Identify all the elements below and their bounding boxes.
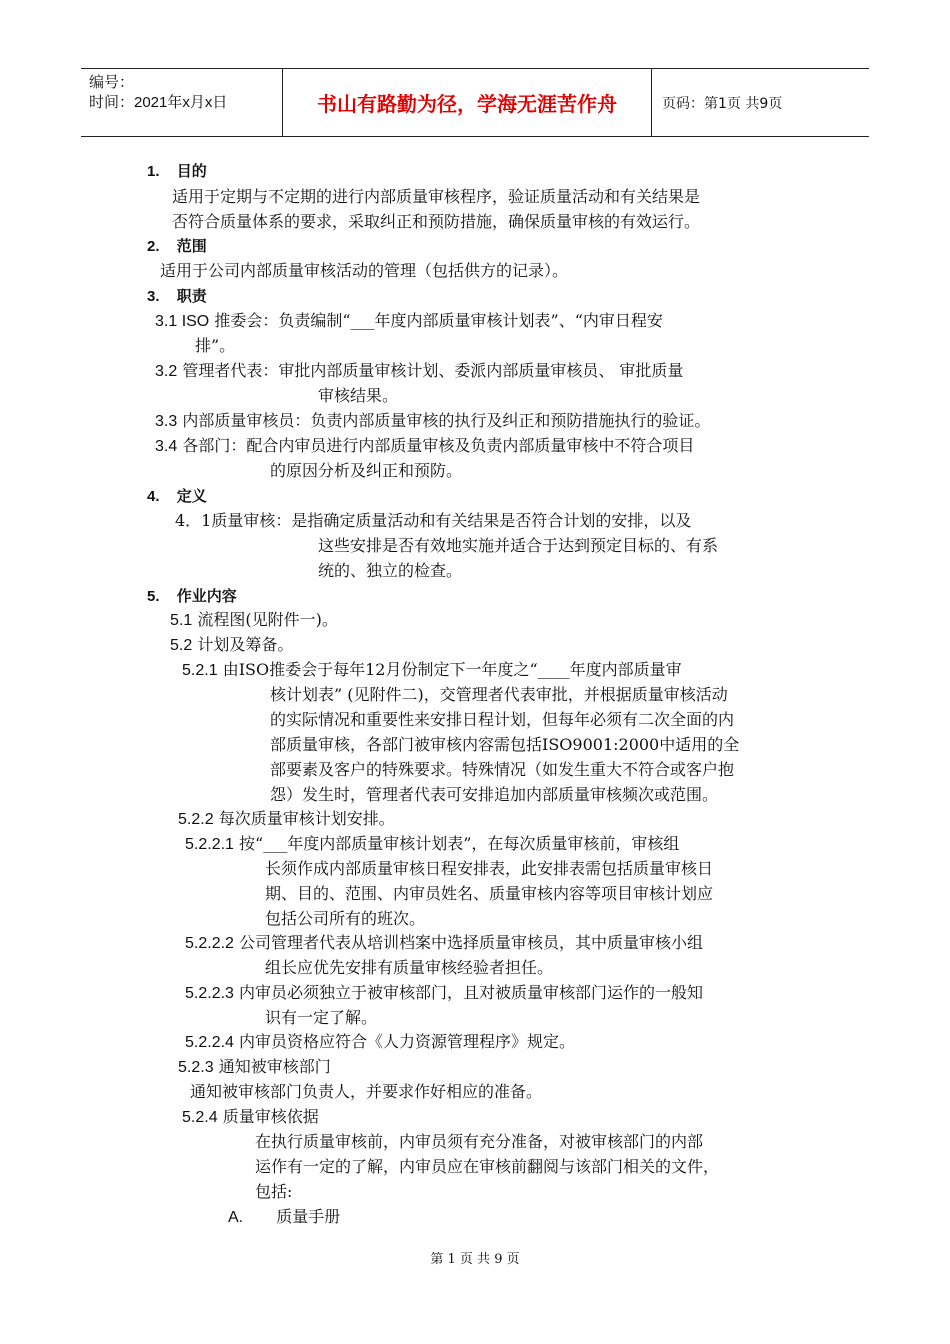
paragraph-line: 的原因分析及纠正和预防。 [270,461,463,480]
section-title: 定义 [176,487,207,505]
paragraph-line: 组长应优先安排有质量审核经验者担任。 [265,958,554,977]
item-5-1 [170,609,338,632]
item-text: 内审员资格应符合《人力资源管理程序》规定。 [239,1032,576,1051]
item-text: 各部门：配合内审员进行内部质量审核及负责内部质量审核中不符合项目 [182,436,695,455]
paragraph-line: 识有一定了解。 [265,1008,378,1027]
item-text: 推委会：负责编制“___年度内部质量审核计划表”、“内审日程安 [214,311,663,330]
document-header [81,68,869,137]
section-3-heading [147,285,207,308]
item-5-2-2-1 [185,833,679,856]
item-number: 5.2.1 [182,662,218,679]
item-5-2 [170,634,293,657]
section-5-heading [147,585,237,608]
number-label: 编号： [89,74,135,91]
item-number: 5.1 [170,612,193,629]
item-5-2-2-3 [185,982,703,1005]
paragraph-line: 审核结果。 [318,386,399,405]
header-motto: 书山有路勤为径，学海无涯苦作舟 [283,69,652,136]
item-text: 通知被审核部门 [218,1057,331,1076]
section-number: 4. [147,488,160,505]
section-4-heading [147,485,207,508]
paragraph-line: 的实际情况和重要性来安排日程计划，但每年必须有二次全面的内 [270,710,735,729]
item-number: 5.2.2 [178,811,214,828]
paragraph-line: 通知被审核部门负责人，并要求作好相应的准备。 [190,1082,543,1101]
item-text: 公司管理者代表从培训档案中选择质量审核员，其中质量审核小组 [239,933,704,952]
item-number: 5.2.4 [182,1109,218,1126]
time-label: 时间：2021年x月x日 [89,94,228,111]
item-number: 5.2.2.2 [185,935,234,952]
item-text: 内审员必须独立于被审核部门，且对被质量审核部门运作的一般知 [239,983,704,1002]
section-title: 范围 [176,237,207,255]
header-meta [81,69,283,136]
item-text: 计划及筹备。 [197,635,294,654]
paragraph-line: 排”。 [195,336,236,355]
item-5-2-2 [178,808,395,831]
section-title: 目的 [176,162,207,180]
section-title: 职责 [176,287,207,305]
section-number: 5. [147,588,160,605]
item-number: 3.2 [155,363,178,380]
item-5-2-2-4 [185,1031,575,1054]
paragraph-line: 适用于公司内部质量审核活动的管理（包括供方的记录）。 [160,261,569,280]
section-number: 2. [147,238,160,255]
paragraph-line: 包括: [255,1182,293,1201]
paragraph-line: 运作有一定的了解，内审员应在审核前翻阅与该部门相关的文件， [255,1157,720,1176]
item-number: 3.1 ISO [155,313,210,330]
header-page-info: 页码：第1页 共9页 [662,95,783,112]
item-5-2-1 [182,659,682,682]
item-number: A. [228,1209,244,1226]
paragraph-line: 在执行质量审核前，内审员须有充分准备，对被审核部门的内部 [255,1132,704,1151]
paragraph-line: 部质量审核，各部门被审核内容需包括ISO9001:2000中适用的全 [270,735,740,754]
section-number: 3. [147,288,160,305]
paragraph-line: 这些安排是否有效地实施并适合于达到预定目标的、有系 [318,536,719,555]
section-title: 作业内容 [176,587,237,605]
paragraph-line: 统的、独立的检查。 [318,561,463,580]
item-text: 流程图(见附件一)。 [197,610,338,629]
duty-3-4 [155,435,694,458]
duty-3-1 [155,310,663,333]
item-number: 3.4 [155,438,178,455]
item-number: 5.2.2.1 [185,836,234,853]
item-text: 质量手册 [276,1207,341,1226]
item-number: 5.2.2.4 [185,1034,234,1051]
item-number: 5.2.2.3 [185,985,234,1002]
item-text: 内部质量审核员：负责内部质量审核的执行及纠正和预防措施执行的验证。 [182,411,711,430]
paragraph-line: 4．1质量审核：是指确定质量活动和有关结果是否符合计划的安排，以及 [175,511,692,530]
section-2-heading [147,235,207,258]
item-text: 管理者代表：审批内部质量审核计划、委派内部质量审核员、 审批质量 [182,361,684,380]
duty-3-2 [155,360,683,383]
item-text: 由ISO推委会于每年12月份制定下一年度之“____年度内部质量审 [222,660,682,679]
item-text: 按“___年度内部质量审核计划表”，在每次质量审核前，审核组 [239,834,680,853]
item-5-2-4 [182,1106,319,1129]
paragraph-line: 期、目的、范围、内审员姓名、质量审核内容等项目审核计划应 [265,884,714,903]
item-text: 质量审核依据 [222,1107,319,1126]
paragraph-line: 包括公司所有的班次。 [265,909,426,928]
section-1-heading [147,160,207,183]
item-number: 5.2.3 [178,1059,214,1076]
item-5-2-3 [178,1056,331,1079]
paragraph-line: 怨）发生时，管理者代表可安排追加内部质量审核频次或范围。 [270,785,719,804]
paragraph-line: 否符合质量体系的要求，采取纠正和预防措施，确保质量审核的有效运行。 [172,212,701,231]
paragraph-line: 核计划表” (见附件二)，交管理者代表审批，并根据质量审核活动 [270,685,728,704]
item-number: 3.3 [155,413,178,430]
item-number: 5.2 [170,637,193,654]
item-text: 每次质量审核计划安排。 [218,809,395,828]
section-number: 1. [147,163,160,180]
paragraph-line: 部要素及客户的特殊要求。特殊情况（如发生重大不符合或客户抱 [270,760,735,779]
paragraph-line: 长须作成内部质量审核日程安排表，此安排表需包括质量审核日 [265,859,714,878]
list-item-a [228,1206,340,1229]
page-footer: 第 1 页 共 9 页 [430,1252,520,1267]
duty-3-3 [155,410,710,433]
paragraph-line: 适用于定期与不定期的进行内部质量审核程序，验证质量活动和有关结果是 [172,187,701,206]
item-5-2-2-2 [185,932,703,955]
